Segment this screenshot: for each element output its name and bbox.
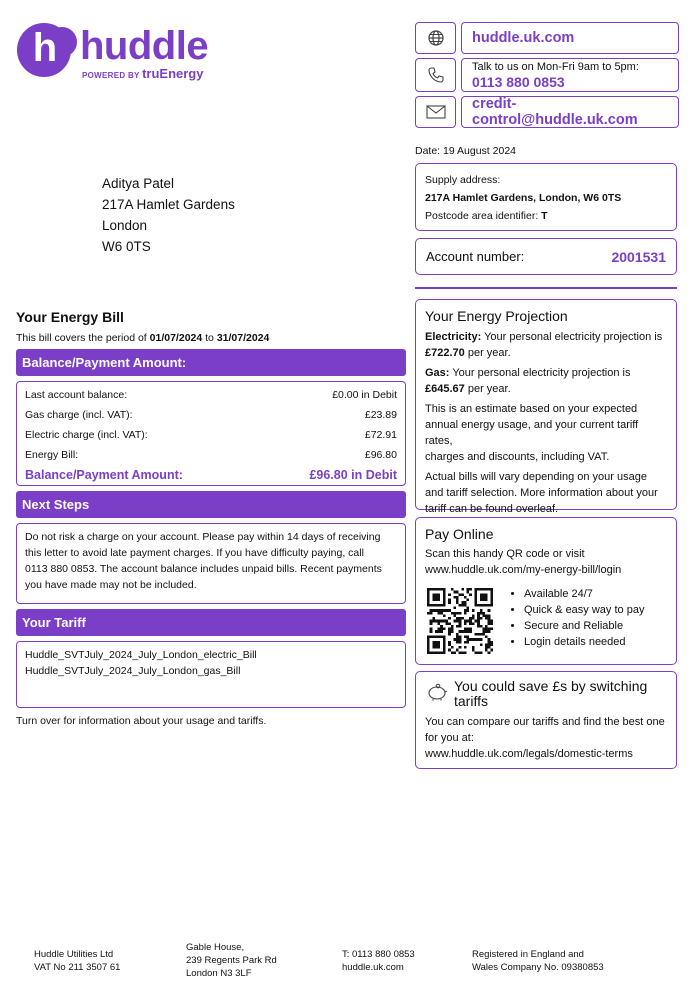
elec-suffix: per year.: [467, 347, 511, 359]
bullet-item: • Quick & easy way to pay: [524, 602, 644, 618]
save-text: [425, 714, 665, 762]
balance-row: [25, 405, 397, 425]
bullet-item: • Login details needed: [524, 634, 644, 650]
para-line: annual energy usage, and your current tariff rates,: [425, 419, 639, 447]
footer-line: Huddle Utilities Ltd: [34, 949, 114, 960]
tagline-prefix: POWERED BY: [82, 71, 140, 80]
save-url[interactable]: www.huddle.uk.com/legals/domestic-terms: [425, 748, 633, 760]
next-steps-line: this letter to avoid late payment charges. If you have difficulty paying, call: [25, 547, 364, 559]
row-label: Energy Bill:: [25, 449, 79, 461]
save-box: [415, 671, 677, 769]
bill-date: Date: 19 August 2024: [415, 145, 516, 157]
account-number-value: 2001531: [611, 248, 666, 265]
balance-row: [25, 425, 397, 445]
tariff-item: Huddle_SVTJuly_2024_July_London_electric_Bill: [25, 649, 257, 661]
period-to: to: [205, 332, 214, 344]
mail-icon-box: [415, 96, 456, 128]
recipient-name: Aditya Patel: [102, 176, 175, 191]
row-label: Electric charge (incl. VAT):: [25, 429, 148, 441]
mail-icon: [426, 105, 446, 119]
projection-title: Your Energy Projection: [425, 308, 568, 324]
period-prefix: This bill covers the period of: [16, 332, 147, 344]
save-line: You can compare our tariffs and find the best one: [425, 716, 665, 728]
recipient-street: 217A Hamlet Gardens: [102, 197, 235, 212]
footer-registration: [472, 948, 604, 974]
para-line: This is an estimate based on your expected: [425, 403, 638, 415]
logo-letter: h: [32, 26, 58, 70]
save-title-line: You could save £s by switching: [454, 678, 648, 694]
total-value: £96.80 in Debit: [309, 468, 397, 482]
footer-line: Registered in England and: [472, 949, 584, 960]
divider: [415, 287, 677, 289]
gas-suffix: per year.: [467, 383, 511, 395]
balance-total-row: [25, 465, 397, 485]
next-steps-line: Do not risk a charge on your account. Please pay within 14 days of receiving: [25, 531, 381, 543]
pay-online-bullets: [512, 586, 644, 650]
para-line: and tariff selection. More information about your: [425, 487, 658, 499]
elec-text: Your personal electricity projection is: [484, 331, 663, 343]
qr-code-graphic: [427, 588, 493, 654]
balance-box: [16, 381, 406, 486]
pay-online-box: [415, 517, 677, 665]
phone-number-link[interactable]: 0113 880 0853: [472, 74, 565, 90]
row-value: £72.91: [364, 429, 397, 441]
footer-company: [34, 948, 120, 974]
bill-period: [16, 332, 269, 344]
website-link[interactable]: huddle.uk.com: [461, 22, 679, 54]
period-start: 01/07/2024: [149, 332, 203, 344]
footer-contact: [342, 948, 415, 974]
footer-address: [186, 941, 277, 980]
footer-line: VAT No 211 3507 61: [34, 962, 121, 973]
energy-projection-box: [415, 299, 677, 515]
qr-code-icon[interactable]: [427, 588, 493, 659]
tariff-item: Huddle_SVTJuly_2024_July_London_gas_Bill: [25, 665, 241, 677]
tariff-heading: Your Tariff: [16, 609, 406, 636]
supply-address-label: Supply address:: [425, 174, 501, 186]
gas-value: £645.67: [425, 383, 465, 395]
postcode-identifier: [425, 207, 676, 225]
tagline-brand: truEnergy: [142, 66, 204, 81]
period-end: 31/07/2024: [216, 332, 270, 344]
phone-icon-box: [415, 58, 456, 92]
phone-contact-box: [461, 58, 679, 92]
footer-line: Gable House,: [186, 942, 245, 953]
footer-line: 239 Regents Park Rd: [186, 955, 277, 966]
piggy-bank-icon: [426, 683, 448, 701]
pay-online-url[interactable]: www.huddle.uk.com/my-energy-bill/login: [425, 564, 622, 576]
row-label: Gas charge (incl. VAT):: [25, 409, 133, 421]
postcode-label: Postcode area identifier:: [425, 210, 539, 222]
save-title-line: tariffs: [454, 693, 488, 709]
postcode-value: T: [541, 210, 548, 222]
row-value: £0.00 in Debit: [332, 389, 397, 401]
projection-paragraph-1: [425, 401, 667, 465]
supply-address-value: 217A Hamlet Gardens, London, W6 0TS: [425, 192, 622, 204]
projection-electricity: [425, 329, 667, 361]
next-steps-line: you have made may not be included.: [25, 579, 197, 591]
save-line: for you at:: [425, 732, 474, 744]
elec-value: £722.70: [425, 347, 465, 359]
footer-line: London N3 3LF: [186, 968, 252, 979]
huddle-logo: [16, 22, 216, 82]
row-label: Last account balance:: [25, 389, 128, 401]
balance-row: [25, 445, 397, 465]
energy-bill-title: Your Energy Bill: [16, 309, 124, 325]
para-line: Actual bills will vary depending on your usage: [425, 471, 647, 483]
next-steps-line: 0113 880 0853. The account balance includes unpaid bills. Recent payments: [25, 563, 382, 575]
turn-over-note: Turn over for information about your usage and tariffs.: [16, 715, 267, 727]
para-line: charges and discounts, including VAT.: [425, 451, 610, 463]
bullet-item: • Secure and Reliable: [524, 618, 644, 634]
next-steps-heading: Next Steps: [16, 491, 406, 518]
globe-icon-box: [415, 22, 456, 54]
next-steps-box: [16, 523, 406, 604]
total-label: Balance/Payment Amount:: [25, 468, 183, 482]
gas-label: Gas:: [425, 367, 450, 379]
save-title: [454, 679, 647, 709]
phone-hours-note: Talk to us on Mon-Fri 9am to 5pm:: [472, 61, 639, 73]
phone-icon: [427, 66, 445, 84]
account-number-label: Account number:: [426, 249, 525, 264]
balance-row: [25, 385, 397, 405]
elec-label: Electricity:: [425, 331, 482, 343]
para-line: tariff can be found overleaf.: [425, 503, 559, 515]
logo-tagline: [82, 66, 203, 81]
footer-line: T: 0113 880 0853: [342, 949, 415, 960]
pay-online-intro: Scan this handy QR code or visit: [425, 548, 585, 560]
logo-wordmark: huddle: [80, 24, 209, 68]
supply-address-box: [415, 163, 677, 231]
footer-line: huddle.uk.com: [342, 962, 404, 973]
footer-line: Wales Company No. 09380853: [472, 962, 604, 973]
recipient-postcode: W6 0TS: [102, 239, 151, 254]
gas-text: Your personal electricity projection is: [452, 367, 631, 379]
bullet-item: • Available 24/7: [524, 586, 644, 602]
row-value: £23.89: [364, 409, 397, 421]
projection-paragraph-2: [425, 469, 667, 517]
row-value: £96.80: [364, 449, 397, 461]
account-number-box: [415, 238, 677, 275]
tariff-box: [16, 641, 406, 708]
pay-online-title: Pay Online: [425, 526, 494, 542]
globe-icon: [427, 29, 445, 47]
recipient-address: [102, 173, 235, 257]
recipient-city: London: [102, 218, 148, 233]
email-link[interactable]: credit-control@huddle.uk.com: [461, 96, 679, 128]
projection-gas: [425, 365, 667, 397]
balance-heading: Balance/Payment Amount:: [16, 349, 406, 376]
